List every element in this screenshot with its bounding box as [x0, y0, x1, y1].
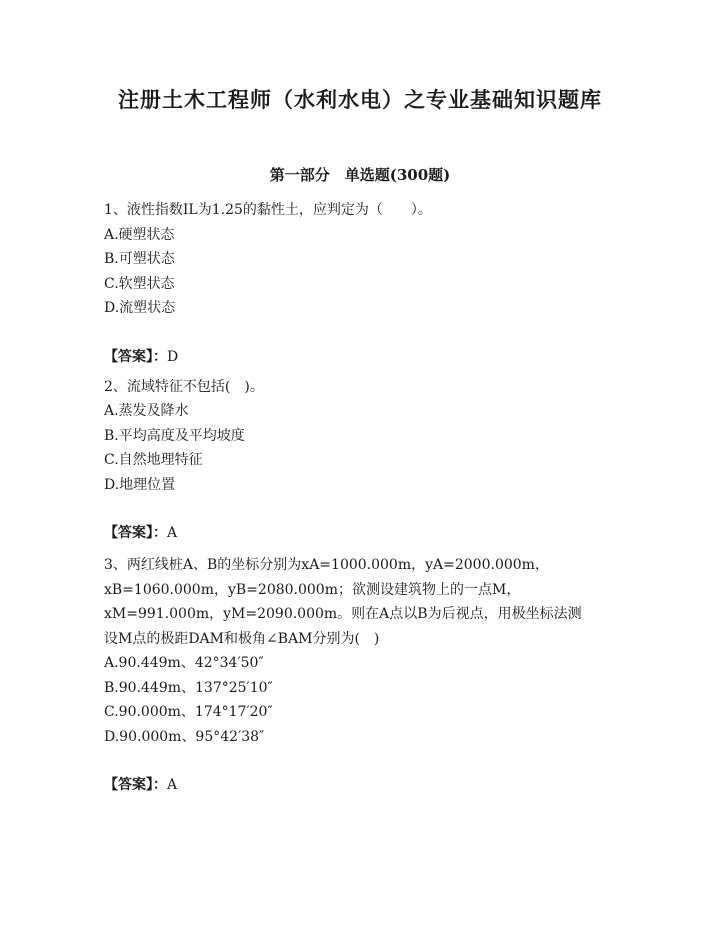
answer-value: A — [167, 525, 178, 541]
question-2 — [104, 375, 624, 546]
option-b: B.可塑状态 — [104, 251, 175, 267]
question-list — [104, 198, 624, 797]
option-c: C.90.000m、174°17′20″ — [104, 704, 273, 720]
option-a: A.90.449m、42°34′50″ — [104, 655, 264, 671]
question-stem-line-3: xM=991.000m，yM=2090.000m。则在A点以B为后视点，用极坐标法测 — [104, 606, 582, 622]
answer-line — [104, 345, 624, 369]
question-stem-line-4: 设M点的极距DAM和极角∠BAM分别为( ) — [104, 630, 380, 647]
option-a: A.蒸发及降水 — [104, 403, 189, 419]
answer-label: 【答案】： — [104, 777, 167, 793]
option-c: C.自然地理特征 — [104, 452, 203, 468]
option-b: B.90.449m、137°25′10″ — [104, 679, 273, 696]
document-title: 注册土木工程师（水利水电）之专业基础知识题库 — [118, 87, 602, 112]
option-a: A.硬塑状态 — [104, 226, 175, 243]
option-d: D.90.000m、95°42′38″ — [104, 728, 265, 745]
answer-label: 【答案】： — [104, 348, 167, 365]
answer-line — [104, 521, 624, 545]
section-title: 第一部分 单选题(300题) — [269, 166, 451, 184]
answer-value: A — [167, 777, 178, 793]
answer-value: D — [167, 348, 179, 365]
question-stem-line-2: xB=1060.000m，yB=2080.000m；欲测设建筑物上的一点M， — [104, 581, 521, 598]
question-1 — [104, 198, 624, 369]
option-b: B.平均高度及平均坡度 — [104, 427, 245, 444]
question-stem-line-1: 3、两红线桩A、B的坐标分别为xA=1000.000m，yA=2000.000m， — [104, 557, 549, 573]
answer-label: 【答案】： — [104, 525, 167, 541]
option-c: C.软塑状态 — [104, 275, 175, 292]
question-3 — [104, 553, 624, 797]
option-d: D.流塑状态 — [104, 300, 176, 316]
question-stem: 1、液性指数IL为1.25的黏性土，应判定为（ ）。 — [104, 202, 432, 218]
question-stem: 2、流域特征不包括( )。 — [104, 378, 264, 395]
option-d: D.地理位置 — [104, 476, 176, 493]
answer-line — [104, 773, 624, 797]
